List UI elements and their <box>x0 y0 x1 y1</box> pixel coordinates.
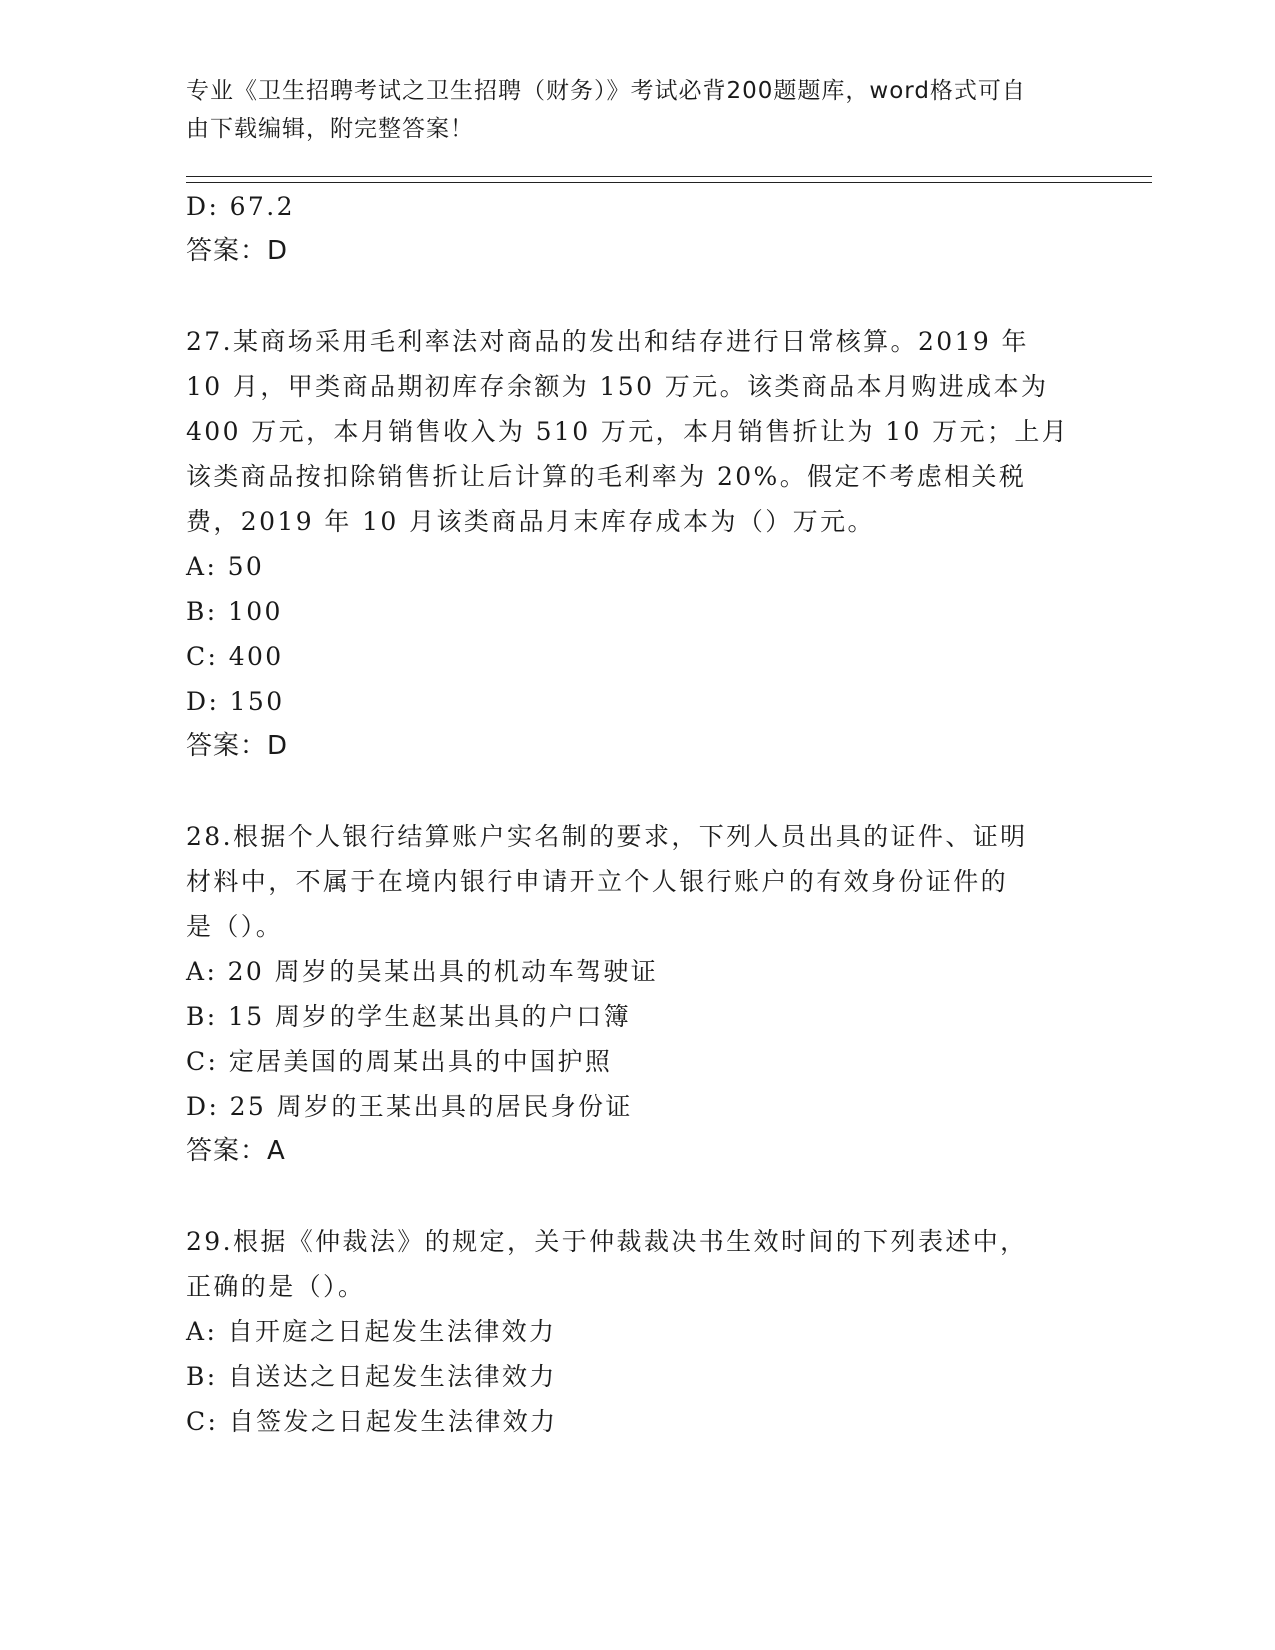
header-divider-bottom <box>186 182 1152 183</box>
q27-option-d: D: 150 <box>186 687 285 716</box>
q26-option-d: D: 67.2 <box>186 192 295 221</box>
q28-option-a: A: 20 周岁的吴某出具的机动车驾驶证 <box>186 957 659 986</box>
q27-stem-line: 27.某商场采用毛利率法对商品的发出和结存进行日常核算。2019 年 <box>186 327 1029 356</box>
q29-option-c: C: 自签发之日起发生法律效力 <box>186 1407 558 1436</box>
q28-answer: 答案：A <box>186 1136 286 1166</box>
q28-option-b: B: 15 周岁的学生赵某出具的户口簿 <box>186 1002 632 1031</box>
q27-answer: 答案：D <box>186 731 289 761</box>
header-line-2: 由下载编辑，附完整答案！ <box>186 116 474 142</box>
q27-option-b: B: 100 <box>186 597 283 626</box>
q28-stem-line: 是（）。 <box>186 912 284 941</box>
q28-stem-line: 28.根据个人银行结算账户实名制的要求，下列人员出具的证件、证明 <box>186 822 1028 851</box>
header-divider-top <box>186 176 1152 177</box>
q27-stem-line: 费，2019 年 10 月该类商品月末库存成本为（）万元。 <box>186 507 875 536</box>
q27-stem-line: 400 万元，本月销售收入为 510 万元，本月销售折让为 10 万元；上月 <box>186 417 1070 446</box>
q27-option-a: A: 50 <box>186 552 265 581</box>
q28-stem-line: 材料中，不属于在境内银行申请开立个人银行账户的有效身份证件的 <box>186 867 1009 896</box>
q29-stem-line: 正确的是（）。 <box>186 1272 366 1301</box>
q27-option-c: C: 400 <box>186 642 284 671</box>
document-header <box>186 72 1066 148</box>
q26-answer: 答案：D <box>186 236 289 266</box>
q29-option-b: B: 自送达之日起发生法律效力 <box>186 1362 557 1391</box>
q27-stem-line: 该类商品按扣除销售折让后计算的毛利率为 20%。假定不考虑相关税 <box>186 462 1027 491</box>
q28-option-c: C: 定居美国的周某出具的中国护照 <box>186 1047 613 1076</box>
q27-stem-line: 10 月，甲类商品期初库存余额为 150 万元。该类商品本月购进成本为 <box>186 372 1049 401</box>
q28-option-d: D: 25 周岁的王某出具的居民身份证 <box>186 1092 633 1121</box>
q29-stem-line: 29.根据《仲裁法》的规定，关于仲裁裁决书生效时间的下列表述中， <box>186 1227 1028 1256</box>
header-line-1: 专业《卫生招聘考试之卫生招聘（财务）》考试必背200题题库，word格式可自 <box>186 78 1026 104</box>
q29-option-a: A: 自开庭之日起发生法律效力 <box>186 1317 557 1346</box>
